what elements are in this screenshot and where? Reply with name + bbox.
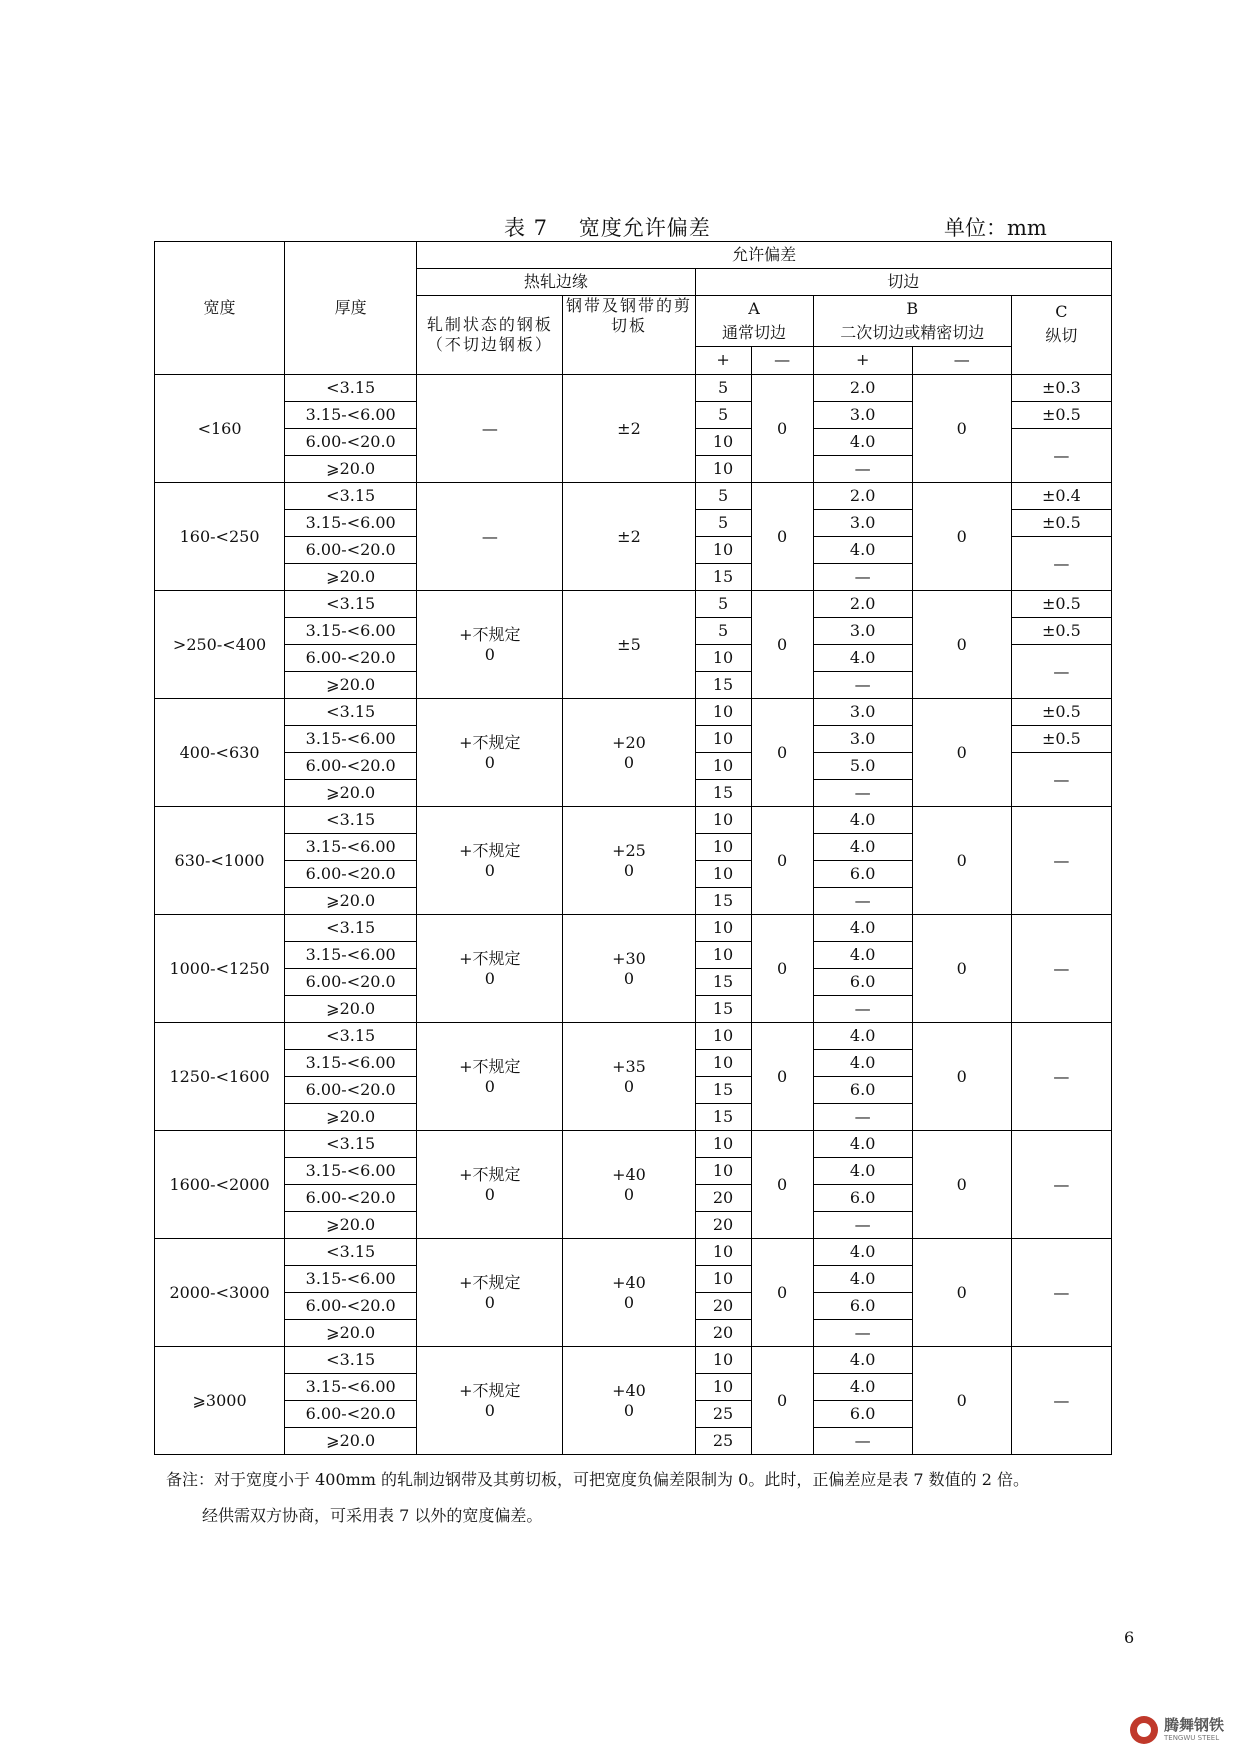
- width-cell: 630-<1000: [155, 807, 285, 915]
- hot-plate-cell: [417, 1131, 563, 1239]
- logo-text-cn: 腾舞钢铁: [1164, 1716, 1225, 1734]
- width-cell: ⩾3000: [155, 1347, 285, 1455]
- header-b-letter: B: [906, 298, 919, 318]
- a-plus-cell: 15: [695, 888, 751, 915]
- hot-strip-cell-line: ±5: [617, 634, 641, 654]
- a-plus-cell: 5: [695, 402, 751, 429]
- table-title: 表 7 宽度允许偏差: [504, 216, 711, 240]
- a-plus-cell: 10: [695, 1347, 751, 1374]
- hot-strip-cell-line: ±2: [617, 418, 641, 438]
- c-cell: —: [1011, 537, 1111, 591]
- hot-strip-cell-line: 0: [623, 860, 635, 880]
- a-minus-cell: 0: [751, 699, 813, 807]
- hot-plate-cell: [417, 699, 563, 807]
- note-line-1: 备注：对于宽度小于 400mm 的轧制边钢带及其剪切板，可把宽度负偏差限制为 0。此时，正偏差应是表 7 数值的 2 倍。: [166, 1470, 1030, 1489]
- c-cell: ±0.5: [1011, 402, 1111, 429]
- b-plus-cell: 3.0: [813, 699, 912, 726]
- width-cell: 1000-<1250: [155, 915, 285, 1023]
- header-c-label: 纵切: [1045, 326, 1078, 345]
- b-plus-cell: —: [813, 780, 912, 807]
- thickness-cell: ⩾20.0: [285, 1212, 417, 1239]
- b-plus-cell: 4.0: [813, 645, 912, 672]
- hot-strip-cell-line: 0: [623, 968, 635, 988]
- hot-plate-cell-line: +不规定: [459, 1056, 521, 1076]
- hot-strip-cell-line: ±2: [617, 526, 641, 546]
- b-plus-cell: —: [813, 1320, 912, 1347]
- thickness-cell: 3.15-<6.00: [285, 1266, 417, 1293]
- b-plus-cell: 6.0: [813, 1077, 912, 1104]
- c-cell: ±0.5: [1011, 510, 1111, 537]
- hot-plate-cell-line: 0: [484, 644, 495, 664]
- thickness-cell: 3.15-<6.00: [285, 942, 417, 969]
- thickness-cell: <3.15: [285, 591, 417, 618]
- b-plus-cell: 4.0: [813, 915, 912, 942]
- hot-strip-cell-line: +30: [612, 948, 646, 968]
- thickness-cell: 3.15-<6.00: [285, 402, 417, 429]
- b-minus-cell: 0: [912, 591, 1011, 699]
- thickness-cell: <3.15: [285, 1239, 417, 1266]
- header-thickness: 厚度: [285, 242, 417, 375]
- c-cell: ±0.3: [1011, 375, 1111, 402]
- c-cell: ±0.5: [1011, 699, 1111, 726]
- b-plus-cell: —: [813, 456, 912, 483]
- b-plus-cell: 6.0: [813, 1293, 912, 1320]
- hot-plate-cell: [417, 1023, 563, 1131]
- hot-plate-cell-line: +不规定: [459, 1164, 521, 1184]
- a-minus-cell: 0: [751, 483, 813, 591]
- a-plus-cell: 10: [695, 645, 751, 672]
- thickness-cell: 3.15-<6.00: [285, 726, 417, 753]
- b-plus-cell: 4.0: [813, 537, 912, 564]
- a-plus-cell: 5: [695, 375, 751, 402]
- hot-plate-cell-line: 0: [484, 1400, 495, 1420]
- a-plus-cell: 10: [695, 942, 751, 969]
- thickness-cell: 3.15-<6.00: [285, 510, 417, 537]
- thickness-cell: 3.15-<6.00: [285, 1158, 417, 1185]
- hot-strip-cell-line: 0: [623, 1184, 635, 1204]
- hot-plate-cell-line: 0: [484, 860, 495, 880]
- hot-plate-cell: [417, 1239, 563, 1347]
- header-b: [813, 296, 1011, 347]
- a-plus-cell: 5: [695, 618, 751, 645]
- table-note: [166, 1462, 1029, 1534]
- a-minus-cell: 0: [751, 915, 813, 1023]
- hot-strip-cell-line: +35: [612, 1056, 646, 1076]
- a-plus-cell: 10: [695, 834, 751, 861]
- thickness-cell: <3.15: [285, 1023, 417, 1050]
- a-plus-cell: 15: [695, 1104, 751, 1131]
- table-row: [155, 375, 1112, 402]
- b-plus-cell: 4.0: [813, 834, 912, 861]
- table-row: [155, 807, 1112, 834]
- table-row: [155, 1131, 1112, 1158]
- a-plus-cell: 10: [695, 1023, 751, 1050]
- b-plus-cell: 3.0: [813, 726, 912, 753]
- header-b-plus: +: [813, 346, 912, 374]
- header-a-plus: +: [695, 346, 751, 374]
- b-plus-cell: 4.0: [813, 807, 912, 834]
- a-plus-cell: 20: [695, 1320, 751, 1347]
- a-plus-cell: 5: [695, 591, 751, 618]
- hot-plate-cell: [417, 807, 563, 915]
- thickness-cell: <3.15: [285, 375, 417, 402]
- table-row: [155, 483, 1112, 510]
- table-title-row: [154, 212, 1112, 242]
- thickness-cell: ⩾20.0: [285, 456, 417, 483]
- hot-strip-cell-line: +40: [612, 1380, 646, 1400]
- a-plus-cell: 25: [695, 1428, 751, 1455]
- table-row: [155, 1347, 1112, 1374]
- c-cell: —: [1011, 807, 1111, 915]
- b-plus-cell: 4.0: [813, 1158, 912, 1185]
- b-plus-cell: 4.0: [813, 1023, 912, 1050]
- thickness-cell: <3.15: [285, 1347, 417, 1374]
- b-plus-cell: —: [813, 1104, 912, 1131]
- a-plus-cell: 20: [695, 1293, 751, 1320]
- hot-plate-cell: [417, 591, 563, 699]
- a-plus-cell: 15: [695, 780, 751, 807]
- c-cell: —: [1011, 645, 1111, 699]
- a-minus-cell: 0: [751, 1023, 813, 1131]
- hot-plate-cell: [417, 375, 563, 483]
- table-row: [155, 591, 1112, 618]
- hot-plate-cell-line: 0: [484, 1076, 495, 1096]
- thickness-cell: 3.15-<6.00: [285, 834, 417, 861]
- b-plus-cell: 5.0: [813, 753, 912, 780]
- thickness-cell: <3.15: [285, 1131, 417, 1158]
- b-plus-cell: 6.0: [813, 861, 912, 888]
- b-plus-cell: —: [813, 888, 912, 915]
- a-plus-cell: 10: [695, 1050, 751, 1077]
- b-minus-cell: 0: [912, 1239, 1011, 1347]
- thickness-cell: ⩾20.0: [285, 780, 417, 807]
- hot-strip-cell: [563, 591, 695, 699]
- b-plus-cell: 6.0: [813, 1185, 912, 1212]
- a-plus-cell: 10: [695, 1131, 751, 1158]
- width-tolerance-table: [154, 241, 1112, 1455]
- hot-plate-cell-line: +不规定: [459, 624, 521, 644]
- a-plus-cell: 10: [695, 456, 751, 483]
- hot-plate-cell-line: 0: [484, 1184, 495, 1204]
- b-plus-cell: —: [813, 672, 912, 699]
- a-plus-cell: 10: [695, 1239, 751, 1266]
- header-a-letter: A: [748, 298, 760, 318]
- width-cell: 2000-<3000: [155, 1239, 285, 1347]
- width-cell: 400-<630: [155, 699, 285, 807]
- a-plus-cell: 20: [695, 1185, 751, 1212]
- thickness-cell: 6.00-<20.0: [285, 861, 417, 888]
- a-plus-cell: 10: [695, 699, 751, 726]
- c-cell: —: [1011, 1347, 1111, 1455]
- c-cell: —: [1011, 915, 1111, 1023]
- a-plus-cell: 15: [695, 564, 751, 591]
- header-a-label: 通常切边: [722, 322, 787, 342]
- hot-plate-cell: [417, 915, 563, 1023]
- b-plus-cell: —: [813, 1212, 912, 1239]
- thickness-cell: 6.00-<20.0: [285, 969, 417, 996]
- hot-strip-cell: [563, 1131, 695, 1239]
- c-cell: ±0.5: [1011, 726, 1111, 753]
- a-plus-cell: 15: [695, 996, 751, 1023]
- hot-strip-cell-line: +20: [612, 732, 646, 752]
- a-plus-cell: 15: [695, 1077, 751, 1104]
- a-minus-cell: 0: [751, 807, 813, 915]
- a-plus-cell: 10: [695, 726, 751, 753]
- thickness-cell: ⩾20.0: [285, 996, 417, 1023]
- b-minus-cell: 0: [912, 807, 1011, 915]
- hot-strip-cell-line: 0: [623, 1292, 635, 1312]
- table-row: [155, 1023, 1112, 1050]
- b-plus-cell: 4.0: [813, 1347, 912, 1374]
- hot-strip-cell-line: +25: [612, 840, 646, 860]
- thickness-cell: 6.00-<20.0: [285, 753, 417, 780]
- hot-strip-cell: [563, 375, 695, 483]
- c-cell: ±0.5: [1011, 591, 1111, 618]
- note-line-2: 经供需双方协商，可采用表 7 以外的宽度偏差。: [202, 1506, 543, 1525]
- thickness-cell: 3.15-<6.00: [285, 618, 417, 645]
- header-b-label: 二次切边或精密切边: [840, 322, 985, 342]
- logo-text-en: TENGWU STEEL: [1164, 1734, 1220, 1742]
- width-cell: <160: [155, 375, 285, 483]
- thickness-cell: 6.00-<20.0: [285, 1401, 417, 1428]
- thickness-cell: ⩾20.0: [285, 1320, 417, 1347]
- a-plus-cell: 10: [695, 1374, 751, 1401]
- b-plus-cell: 2.0: [813, 483, 912, 510]
- thickness-cell: 6.00-<20.0: [285, 429, 417, 456]
- header-a-minus: —: [751, 346, 813, 374]
- b-plus-cell: 3.0: [813, 402, 912, 429]
- hot-strip-cell: [563, 1347, 695, 1455]
- b-plus-cell: 6.0: [813, 969, 912, 996]
- header-width: 宽度: [155, 242, 285, 375]
- b-plus-cell: —: [813, 564, 912, 591]
- header-allowed-deviation: 允许偏差: [417, 242, 1112, 269]
- a-plus-cell: 10: [695, 537, 751, 564]
- c-cell: ±0.5: [1011, 618, 1111, 645]
- b-plus-cell: —: [813, 996, 912, 1023]
- a-plus-cell: 10: [695, 915, 751, 942]
- b-minus-cell: 0: [912, 1131, 1011, 1239]
- hot-strip-cell: [563, 483, 695, 591]
- header-cut-edge: 切边: [695, 269, 1111, 296]
- thickness-cell: 6.00-<20.0: [285, 1077, 417, 1104]
- a-plus-cell: 10: [695, 429, 751, 456]
- hot-plate-cell: [417, 1347, 563, 1455]
- thickness-cell: ⩾20.0: [285, 888, 417, 915]
- table-row: [155, 699, 1112, 726]
- hot-plate-cell-line: 0: [484, 752, 495, 772]
- thickness-cell: <3.15: [285, 699, 417, 726]
- b-plus-cell: 6.0: [813, 1401, 912, 1428]
- a-plus-cell: 15: [695, 672, 751, 699]
- table-row: [155, 915, 1112, 942]
- hot-strip-cell: [563, 915, 695, 1023]
- width-cell: >250-<400: [155, 591, 285, 699]
- logo-mark-icon: [1130, 1716, 1158, 1744]
- a-minus-cell: 0: [751, 375, 813, 483]
- header-c: [1011, 296, 1111, 375]
- b-minus-cell: 0: [912, 699, 1011, 807]
- hot-strip-cell: [563, 1023, 695, 1131]
- a-plus-cell: 10: [695, 807, 751, 834]
- b-minus-cell: 0: [912, 915, 1011, 1023]
- a-plus-cell: 5: [695, 483, 751, 510]
- b-plus-cell: 2.0: [813, 591, 912, 618]
- thickness-cell: <3.15: [285, 807, 417, 834]
- a-minus-cell: 0: [751, 1131, 813, 1239]
- hot-strip-cell-line: 0: [623, 752, 635, 772]
- hot-plate-cell-line: —: [481, 418, 498, 438]
- b-plus-cell: 4.0: [813, 942, 912, 969]
- header-rolled-plate: 轧制状态的钢板（不切边钢板）: [417, 296, 563, 375]
- thickness-cell: 3.15-<6.00: [285, 1050, 417, 1077]
- thickness-cell: ⩾20.0: [285, 672, 417, 699]
- hot-strip-cell-line: 0: [623, 1076, 635, 1096]
- b-plus-cell: 3.0: [813, 510, 912, 537]
- c-cell: —: [1011, 429, 1111, 483]
- a-plus-cell: 25: [695, 1401, 751, 1428]
- a-plus-cell: 10: [695, 1158, 751, 1185]
- a-minus-cell: 0: [751, 1347, 813, 1455]
- thickness-cell: <3.15: [285, 483, 417, 510]
- hot-plate-cell: [417, 483, 563, 591]
- hot-strip-cell: [563, 807, 695, 915]
- hot-plate-cell-line: +不规定: [459, 840, 521, 860]
- c-cell: —: [1011, 1023, 1111, 1131]
- table-row: [155, 1239, 1112, 1266]
- width-cell: 1600-<2000: [155, 1131, 285, 1239]
- logo: [1130, 1714, 1240, 1750]
- hot-plate-cell-line: +不规定: [459, 732, 521, 752]
- hot-strip-cell-line: 0: [623, 1400, 635, 1420]
- b-plus-cell: 3.0: [813, 618, 912, 645]
- a-minus-cell: 0: [751, 1239, 813, 1347]
- thickness-cell: ⩾20.0: [285, 564, 417, 591]
- b-plus-cell: 4.0: [813, 429, 912, 456]
- hot-plate-cell-line: +不规定: [459, 948, 521, 968]
- c-cell: ±0.4: [1011, 483, 1111, 510]
- a-plus-cell: 5: [695, 510, 751, 537]
- thickness-cell: 3.15-<6.00: [285, 1374, 417, 1401]
- thickness-cell: 6.00-<20.0: [285, 645, 417, 672]
- b-plus-cell: —: [813, 1428, 912, 1455]
- unit-label: 单位：mm: [944, 216, 1047, 240]
- hot-strip-cell: [563, 1239, 695, 1347]
- hot-strip-cell-line: +40: [612, 1164, 646, 1184]
- hot-plate-cell-line: +不规定: [459, 1272, 521, 1292]
- b-plus-cell: 4.0: [813, 1239, 912, 1266]
- b-minus-cell: 0: [912, 375, 1011, 483]
- b-minus-cell: 0: [912, 1023, 1011, 1131]
- thickness-cell: 6.00-<20.0: [285, 1293, 417, 1320]
- a-plus-cell: 10: [695, 861, 751, 888]
- b-plus-cell: 4.0: [813, 1374, 912, 1401]
- hot-plate-cell-line: 0: [484, 1292, 495, 1312]
- a-minus-cell: 0: [751, 591, 813, 699]
- hot-plate-cell-line: 0: [484, 968, 495, 988]
- hot-strip-cell-line: +40: [612, 1272, 646, 1292]
- b-minus-cell: 0: [912, 483, 1011, 591]
- header-c-letter: C: [1055, 302, 1068, 321]
- thickness-cell: ⩾20.0: [285, 1104, 417, 1131]
- thickness-cell: 6.00-<20.0: [285, 1185, 417, 1212]
- hot-plate-cell-line: +不规定: [459, 1380, 521, 1400]
- header-strip-cut: 钢带及钢带的剪切板: [563, 296, 695, 375]
- thickness-cell: <3.15: [285, 915, 417, 942]
- thickness-cell: ⩾20.0: [285, 1428, 417, 1455]
- b-plus-cell: 4.0: [813, 1266, 912, 1293]
- a-plus-cell: 10: [695, 1266, 751, 1293]
- hot-strip-cell: [563, 699, 695, 807]
- b-minus-cell: 0: [912, 1347, 1011, 1455]
- header-b-minus: —: [912, 346, 1011, 374]
- b-plus-cell: 4.0: [813, 1131, 912, 1158]
- a-plus-cell: 15: [695, 969, 751, 996]
- c-cell: —: [1011, 1131, 1111, 1239]
- thickness-cell: 6.00-<20.0: [285, 537, 417, 564]
- a-plus-cell: 10: [695, 753, 751, 780]
- c-cell: —: [1011, 1239, 1111, 1347]
- width-cell: 160-<250: [155, 483, 285, 591]
- b-plus-cell: 4.0: [813, 1050, 912, 1077]
- b-plus-cell: 2.0: [813, 375, 912, 402]
- header-a: [695, 296, 813, 347]
- hot-plate-cell-line: —: [481, 526, 498, 546]
- a-plus-cell: 20: [695, 1212, 751, 1239]
- page-number: 6: [1124, 1628, 1135, 1647]
- c-cell: —: [1011, 753, 1111, 807]
- width-cell: 1250-<1600: [155, 1023, 285, 1131]
- header-hot-rolled-edge: 热轧边缘: [417, 269, 695, 296]
